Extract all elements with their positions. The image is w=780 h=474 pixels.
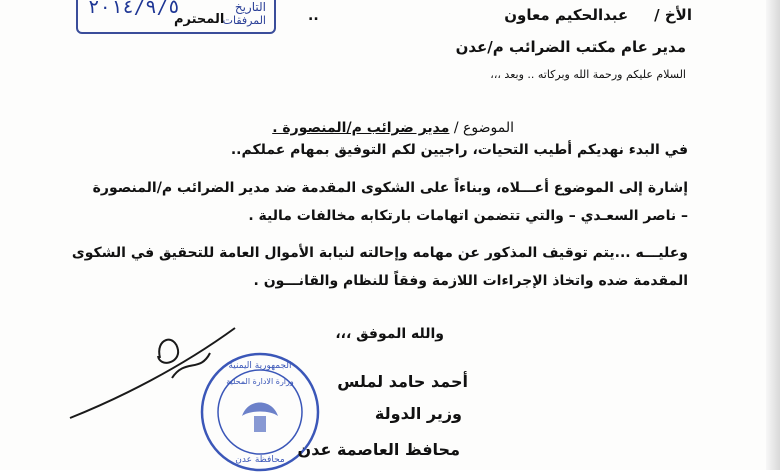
subject-value: مدير ضرائب م/المنصورة . <box>272 120 450 136</box>
greeting: السلام عليكم ورحمة الله وبركاته .. وبعد ،،، <box>490 68 686 81</box>
subject-line <box>272 120 514 136</box>
date-reference-stamp <box>76 0 276 34</box>
stamp-attachments-label: المرفقات <box>222 14 266 27</box>
paragraph-opening: في البدء نهديكم أطيب التحيات، راجيين لكم التوفيق بمهام عملكم.. <box>230 142 688 158</box>
closing-line: والله الموفق ،،، <box>335 326 444 342</box>
stamp-date-label: التاريخ <box>234 0 266 14</box>
subject-label: الموضوع / <box>453 120 514 136</box>
seal-bottom-text: محافظة عدن <box>235 455 285 465</box>
recipient-prefix: الأخ / <box>654 6 692 24</box>
paragraph-reference-line-1: إشارة إلى الموضوع أعـــلاه، وبناءاً على الشكوى المقدمة ضد مدير الضرائب م/المنصورة <box>92 180 688 196</box>
seal-ministry-text: وزارة الادارة المحلية <box>226 377 294 386</box>
recipient-line-1 <box>504 6 692 24</box>
signatory-title: وزير الدولة <box>374 404 462 423</box>
signatory-name: أحمد حامد لملس <box>337 372 468 391</box>
recipient-name: عبدالحكيم معاون <box>504 6 629 24</box>
seal-top-text: الجمهورية اليمنية <box>228 361 292 371</box>
recipient-line-2: مدير عام مكتب الضرائب م/عدن <box>455 38 686 56</box>
paragraph-decision-line-1: وعليـــه ...يتم توقيف المذكور عن مهامه وإحالته لنيابة الأموال العامة للتحقيق في الشكوى <box>71 245 688 261</box>
paragraph-decision-line-2: المقدمة ضده واتخاذ الإجراءات اللازمة وفقاً للنظام والقانـــون . <box>253 273 688 289</box>
dots: .. <box>308 8 319 24</box>
stamp-honorific: المحترم <box>174 12 225 27</box>
stamp-date-digits: ٢٠١٤/٩/٥ <box>88 0 180 18</box>
page-edge-shadow <box>766 0 780 470</box>
paragraph-reference-line-2: – ناصر السعـدي – والتي تتضمن اتهامات بارتكابه مخالفات مالية . <box>248 208 688 224</box>
signatory-role: محافظ العاصمة عدن <box>297 440 460 459</box>
